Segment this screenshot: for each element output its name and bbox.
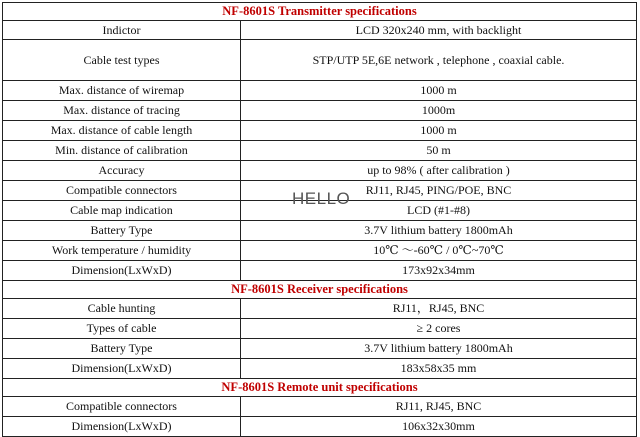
spec-label: Compatible connectors [3,397,241,417]
spec-row [3,101,637,121]
section-title: NF-8601S Transmitter specifications [3,3,637,21]
spec-value: 173x92x34mm [241,261,637,281]
spec-value: 3.7V lithium battery 1800mAh [241,221,637,241]
spec-row [3,359,637,379]
spec-value: LCD 320x240 mm, with backlight [241,21,637,40]
section-title: NF-8601S Remote unit specifications [3,379,637,397]
spec-row [3,40,637,81]
spec-value: 1000 m [241,121,637,141]
spec-label: Cable hunting [3,299,241,319]
spec-row [3,141,637,161]
spec-label: Battery Type [3,221,241,241]
spec-label: Indictor [3,21,241,40]
spec-value: 183x58x35 mm [241,359,637,379]
spec-label: Cable test types [3,40,241,81]
spec-label: Battery Type [3,339,241,359]
spec-table [2,2,637,437]
spec-label: Work temperature / humidity [3,241,241,261]
spec-label: Compatible connectors [3,181,241,201]
section-title: NF-8601S Receiver specifications [3,281,637,299]
spec-value: ≥ 2 cores [241,319,637,339]
section-header-receiver [3,281,637,299]
spec-value: 3.7V lithium battery 1800mAh [241,339,637,359]
spec-label: Max. distance of tracing [3,101,241,121]
spec-value: 106x32x30mm [241,417,637,437]
spec-row [3,121,637,141]
spec-label: Dimension(LxWxD) [3,417,241,437]
spec-label: Accuracy [3,161,241,181]
spec-row [3,21,637,40]
spec-row [3,81,637,101]
spec-value: RJ11, RJ45, PING/POE, BNC [241,181,637,201]
section-header-transmitter [3,3,637,21]
spec-label: Dimension(LxWxD) [3,359,241,379]
spec-row [3,221,637,241]
spec-row [3,339,637,359]
spec-row [3,397,637,417]
spec-value: RJ11, RJ45, BNC [241,397,637,417]
spec-value: 10℃ ～-60℃ / 0℃~70℃ [241,241,637,261]
spec-row [3,261,637,281]
spec-label: Dimension(LxWxD) [3,261,241,281]
spec-value: LCD (#1-#8) [241,201,637,221]
spec-row [3,417,637,437]
spec-label: Cable map indication [3,201,241,221]
spec-label: Types of cable [3,319,241,339]
spec-row [3,319,637,339]
spec-row [3,299,637,319]
spec-row [3,241,637,261]
spec-value: up to 98% ( after calibration ) [241,161,637,181]
spec-value: 50 m [241,141,637,161]
spec-value: RJ11，RJ45, BNC [241,299,637,319]
section-header-remote-unit [3,379,637,397]
spec-value: 1000 m [241,81,637,101]
watermark-text: HELLO [292,189,351,208]
spec-label: Max. distance of cable length [3,121,241,141]
spec-label: Max. distance of wiremap [3,81,241,101]
spec-row [3,161,637,181]
spec-label: Min. distance of calibration [3,141,241,161]
spec-value: 1000m [241,101,637,121]
spec-value: STP/UTP 5E,6E network , telephone , coaxial cable. [241,40,637,81]
